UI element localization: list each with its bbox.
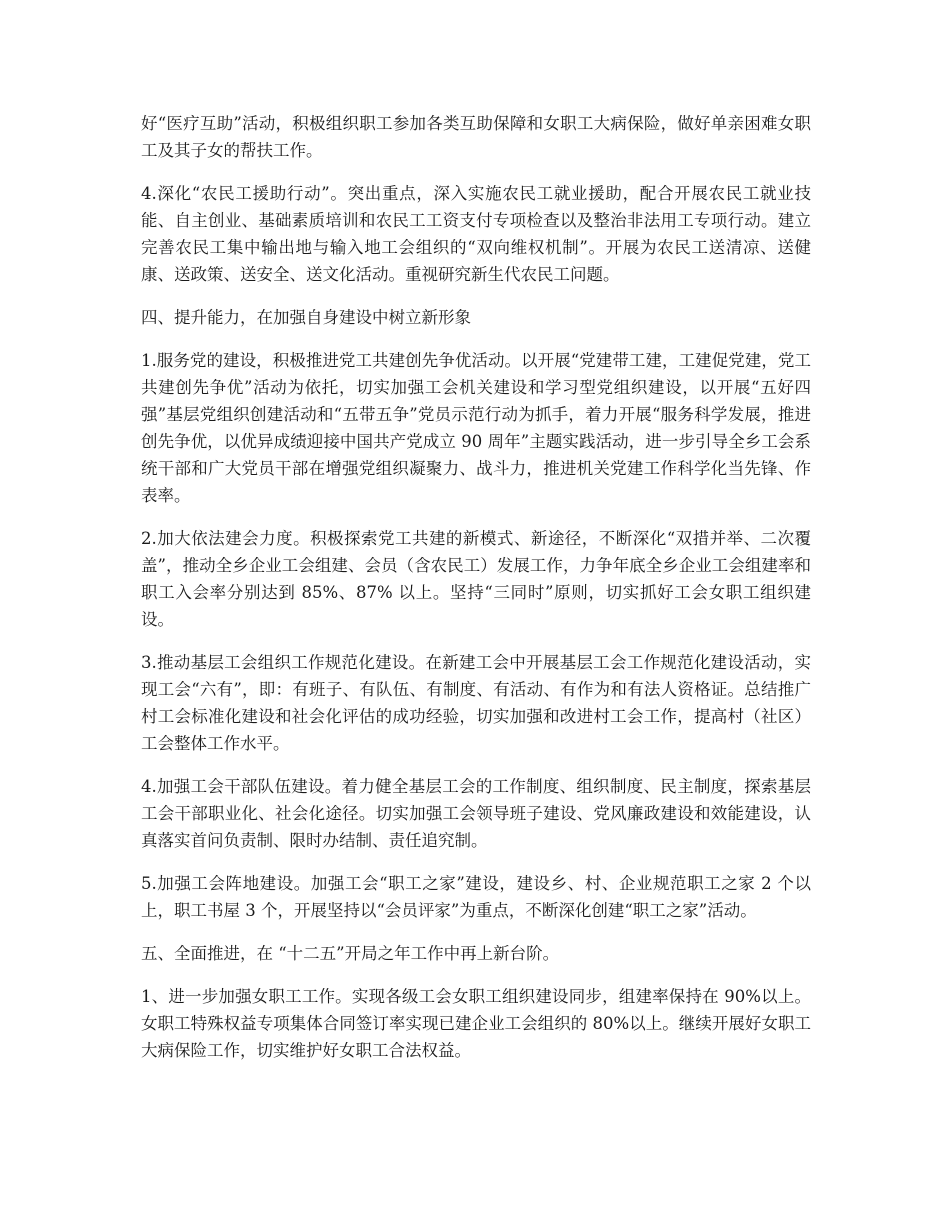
section-heading-5: 五、全面推进，在 “十二五”开局之年工作中再上新台阶。 <box>141 944 560 963</box>
paragraph-female-workers: 1、进一步加强女职工工作。实现各级工会女职工组织建设同步，组建率保持在 90%以上。女职工特殊权益专项集体合同签订率实现已建企业工会组织的 80%以上。继续开展好女职工大病保险工作，切实维护好女职工合法权益。 <box>141 987 811 1060</box>
paragraph-migrant-worker-aid: 4.深化“农民工援助行动”。突出重点，深入实施农民工就业援助，配合开展农民工就业技能、自主创业、基础素质培训和农民工工资支付专项检查以及整治非法用工专项行动。建立完善农民工集中输出地与输入地工会组织的“双向维权机制”。开展为农民工送清凉、送健康、送政策、送安全、送文化活动。重视研究新生代农民工问题。 <box>141 184 811 284</box>
paragraph-lawful-union-building: 2.加大依法建会力度。积极探索党工共建的新模式、新途径，不断深化“双措并举、二次覆盖”，推动全乡企业工会组建、会员（含农民工）发展工作，力争年底全乡企业工会组建率和职工入会率分别达到 85%、87% 以上。坚持“三同时”原则，切实抓好工会女职工组织建设。 <box>141 529 811 629</box>
paragraph-position-building: 5.加强工会阵地建设。加强工会“职工之家”建设，建设乡、村、企业规范职工之家 2 个以上，职工书屋 3 个，开展坚持以“会员评家”为重点，不断深化创建“职工之家”活动。 <box>141 874 811 920</box>
section-heading-4: 四、提升能力，在加强自身建设中树立新形象 <box>141 308 471 327</box>
paragraph-grassroots-standardization: 3.推动基层工会组织工作规范化建设。在新建工会中开展基层工会工作规范化建设活动，实现工会“六有”，即：有班子、有队伍、有制度、有活动、有作为和有法人资格证。总结推广村工会标准化建设和社会化评估的成功经验，切实加强和改进村工会工作，提高村（社区）工会整体工作水平。 <box>141 653 811 753</box>
paragraph-mutual-aid-continuation: 好“医疗互助”活动，积极组织职工参加各类互助保障和女职工大病保险，做好单亲困难女职工及其子女的帮扶工作。 <box>141 114 811 160</box>
document-body <box>141 110 811 1080</box>
paragraph-party-building: 1.服务党的建设，积极推进党工共建创先争优活动。以开展“党建带工建，工建促党建，党工共建创先争优”活动为依托，切实加强工会机关建设和学习型党组织建设，以开展“五好四强”基层党组织创建活动和“五带五争”党员示范行动为抓手，着力开展“服务科学发展，推进创先争优，以优异成绩迎接中国共产党成立 90 周年”主题实践活动，进一步引导全乡工会系统干部和广大党员干部在增强党组织凝聚力、战斗力，推进机关党建工作科学化当先锋、作表率。 <box>141 351 811 505</box>
paragraph-cadre-team-building: 4.加强工会干部队伍建设。着力健全基层工会的工作制度、组织制度、民主制度，探索基层工会干部职业化、社会化途径。切实加强工会领导班子建设、党风廉政建设和效能建设，认真落实首问负责制、限时办结制、责任追究制。 <box>141 777 811 850</box>
